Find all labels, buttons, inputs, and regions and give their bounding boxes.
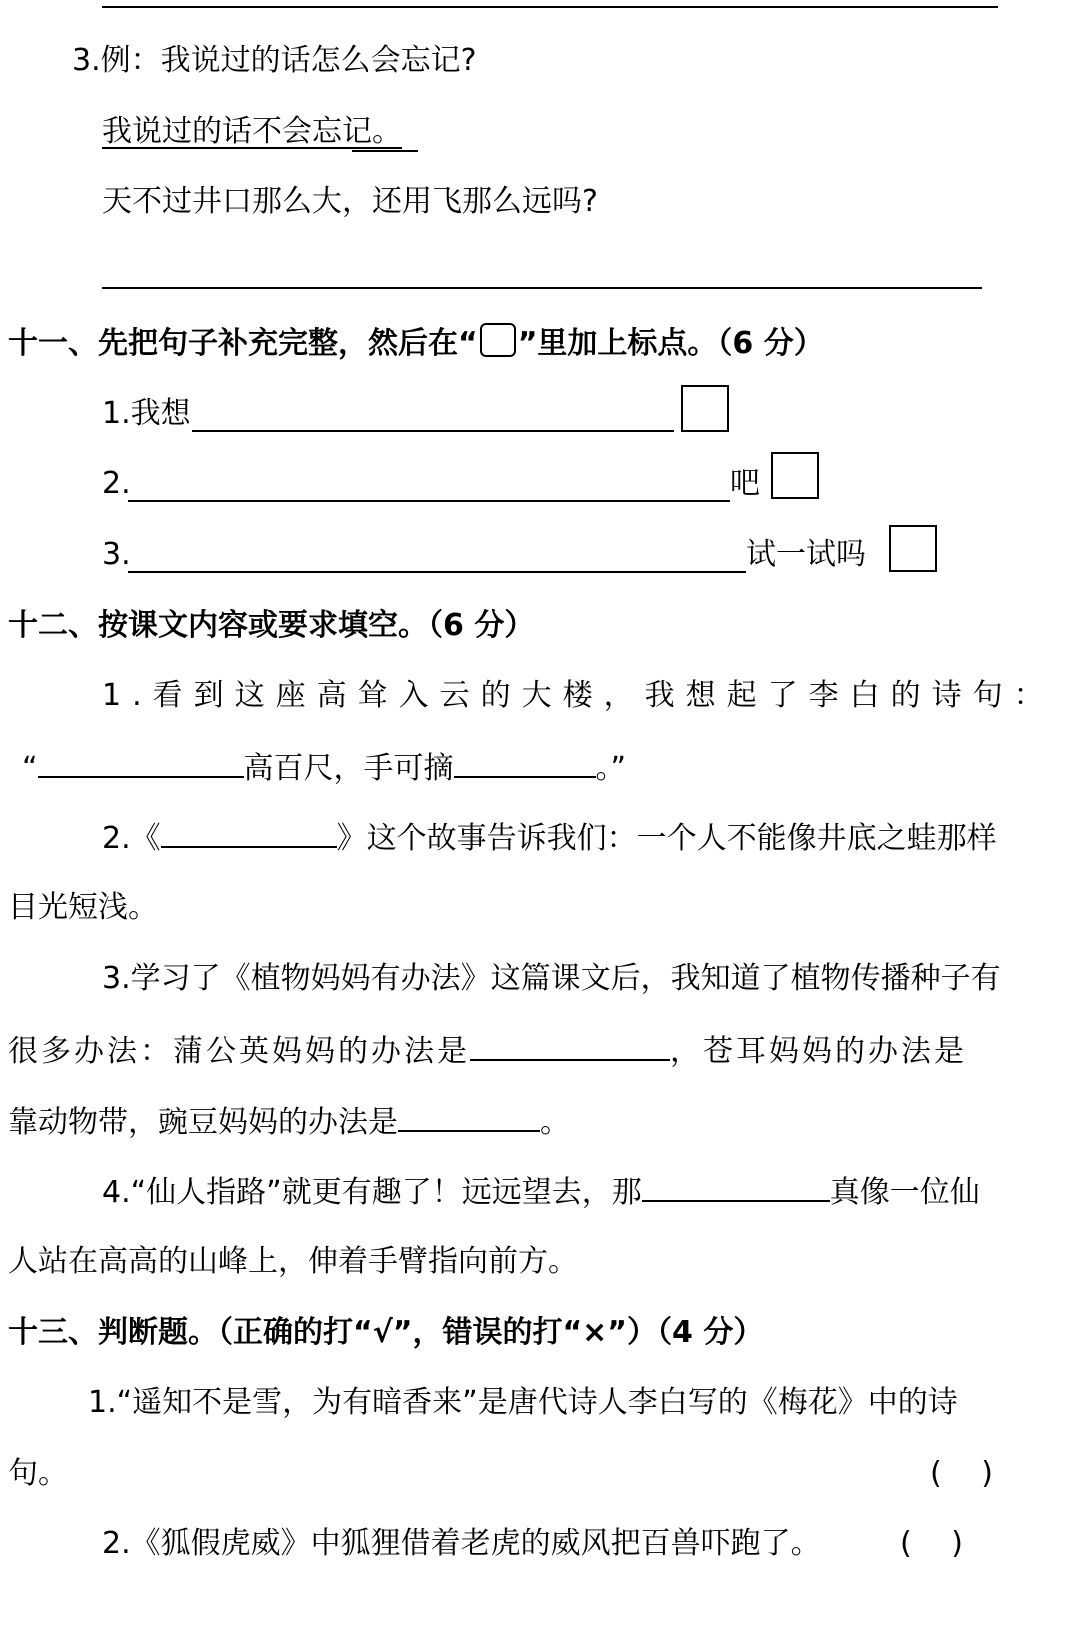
s12-q2-line2: 目光短浅。 bbox=[8, 890, 158, 925]
s12-q1-line1: 1.看到这座高耸入云的大楼，我想起了李白的诗句： bbox=[102, 678, 1055, 713]
section-12-heading: 十二、按课文内容或要求填空。（6 分） bbox=[8, 608, 535, 643]
s11-item2-suffix: 吧 bbox=[730, 466, 760, 501]
answer-line-top[interactable] bbox=[102, 6, 998, 8]
punctuation-box-icon bbox=[480, 323, 516, 357]
section-11-title-post: ”里加上标点。（6 分） bbox=[517, 326, 824, 361]
example-answer: 我说过的话不会忘记。 bbox=[102, 114, 402, 149]
s12-q4-b: 真像一位仙 bbox=[829, 1175, 980, 1210]
s11-item2-blank[interactable] bbox=[128, 500, 730, 502]
s12-q3-line2 bbox=[8, 1031, 967, 1071]
s12-q4-blank[interactable] bbox=[642, 1172, 830, 1202]
s11-item1-label: 1.我想 bbox=[102, 396, 191, 431]
s13-q2-line: 2.《狐假虎威》中狐狸借着老虎的威风把百兽吓跑了。 bbox=[102, 1526, 821, 1561]
s13-q2-answer-paren[interactable]: ( ) bbox=[900, 1526, 963, 1561]
section-11-heading bbox=[8, 323, 824, 364]
s12-q3-blank2[interactable] bbox=[398, 1102, 540, 1132]
s12-q2-a: 2.《 bbox=[102, 821, 161, 856]
section-11-title-pre: 十一、先把句子补充完整，然后在“ bbox=[8, 326, 478, 361]
section-13-heading: 十三、判断题。（正确的打“√”，错误的打“×”）（4 分） bbox=[8, 1315, 764, 1350]
s12-q4-line1 bbox=[102, 1172, 980, 1212]
s11-item1-punct-box[interactable] bbox=[681, 385, 729, 432]
s13-q1-answer-paren[interactable]: ( ) bbox=[930, 1456, 993, 1491]
s11-item3-punct-box[interactable] bbox=[889, 525, 937, 572]
answer-line[interactable] bbox=[102, 287, 982, 289]
s12-q3-line1: 3.学习了《植物妈妈有办法》这篇课文后，我知道了植物传播种子有 bbox=[102, 961, 1001, 996]
s12-q3-b: ，苍耳妈妈的办法是 bbox=[670, 1034, 967, 1069]
s12-q1-mid: 高百尺，手可摘 bbox=[243, 751, 454, 786]
s12-q2-blank[interactable] bbox=[161, 818, 337, 848]
s11-item2-punct-box[interactable] bbox=[771, 452, 819, 499]
s13-q1-line2: 句。 bbox=[8, 1456, 68, 1491]
question-sentence: 天不过井口那么大，还用飞那么远吗? bbox=[102, 184, 598, 219]
open-quote: “ bbox=[22, 751, 38, 786]
s12-q3-c: 靠动物带，豌豆妈妈的办法是 bbox=[8, 1105, 398, 1140]
s11-item2-label: 2. bbox=[102, 466, 131, 501]
s12-q1-line2 bbox=[22, 748, 626, 788]
s12-q4-line2: 人站在高高的山峰上，伸着手臂指向前方。 bbox=[8, 1244, 578, 1279]
s13-q1-line1: 1.“遥知不是雪，为有暗香来”是唐代诗人李白写的《梅花》中的诗 bbox=[88, 1385, 958, 1420]
s12-q1-blank1[interactable] bbox=[38, 748, 244, 778]
s12-q2-line1 bbox=[102, 818, 997, 858]
s12-q2-b: 》这个故事告诉我们：一个人不能像井底之蛙那样 bbox=[336, 821, 997, 856]
s12-q3-a: 很多办法：蒲公英妈妈的办法是 bbox=[8, 1034, 470, 1069]
s12-q1-end: 。” bbox=[595, 751, 627, 786]
s12-q3-line3 bbox=[8, 1102, 570, 1142]
s11-item1-blank[interactable] bbox=[192, 430, 674, 432]
s11-item3-suffix: 试一试吗 bbox=[746, 537, 866, 572]
example-answer-underline-ext bbox=[352, 150, 418, 152]
s11-item3-blank[interactable] bbox=[128, 571, 746, 573]
s12-q3-d: 。 bbox=[540, 1105, 570, 1140]
s12-q1-blank2[interactable] bbox=[454, 748, 596, 778]
example-sentence: 3.例：我说过的话怎么会忘记? bbox=[72, 43, 477, 78]
s11-item3-label: 3. bbox=[102, 537, 131, 572]
s12-q4-a: 4.“仙人指路”就更有趣了！远远望去，那 bbox=[102, 1175, 642, 1210]
s12-q3-blank1[interactable] bbox=[470, 1031, 670, 1061]
